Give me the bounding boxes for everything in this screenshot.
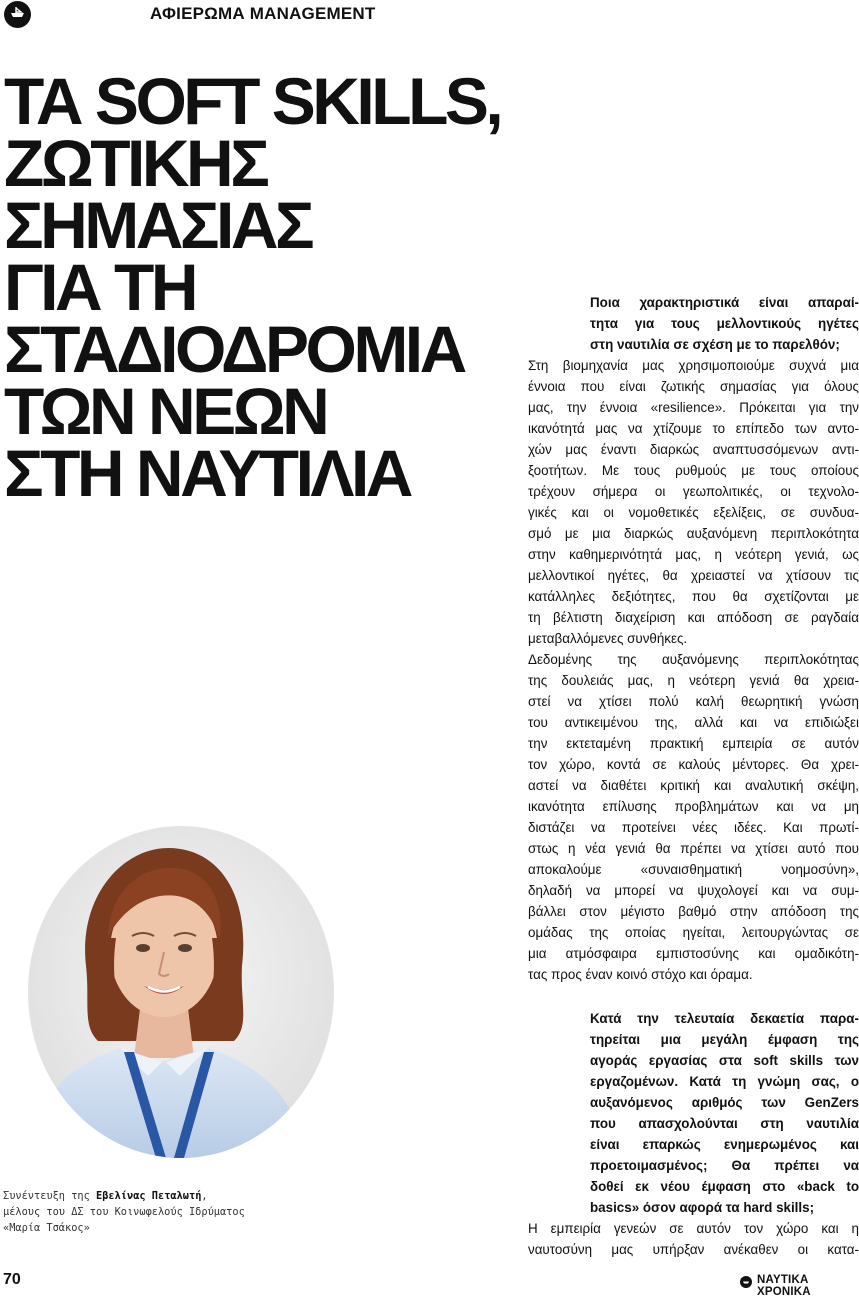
paragraph-line: του αντικειμένου της, αλλά και να επιδιώξει (528, 715, 859, 730)
caption-prefix: Συνέντευξη της (3, 1190, 96, 1202)
question-line: Κατά την τελευταία δεκαετία παρα- (590, 1011, 859, 1026)
headline-line: ΣΤΗ ΝΑΥΤΙΛΙΑ (4, 436, 410, 510)
caption-line (3, 1188, 273, 1204)
headline-line: ΣΤΑΔΙΟΔΡΟΜΙΑ (4, 312, 464, 386)
paragraph-line: τη βέλτιστη διαχείριση και απόδοση σε ραγδαία (528, 610, 859, 625)
headline-line: ΣΗΜΑΣΙΑΣ (4, 188, 312, 262)
answer-paragraph-1 (528, 355, 859, 649)
paragraph-line: μεταβαλλόμενες συνθήκες. (528, 631, 688, 646)
question-line: τητα για τους μελλοντικούς ηγέτες (590, 316, 859, 331)
paragraph-line: έννοια που είναι ζωτικής σημασίας για όλους (528, 379, 859, 394)
question-line: προετοιμασμένος; Θα πρέπει να (590, 1158, 859, 1173)
paragraph-line: της δουλειάς μας, η νεότερη γενιά θα χρεια- (528, 673, 859, 688)
question-line: Ποια χαρακτηριστικά είναι απαραί- (590, 295, 859, 310)
paragraph-line: ναυτοσύνη μας υπήρξαν ανέκαθεν οι κατα- (528, 1242, 859, 1257)
paragraph-line: στην καθημερινότητά μας, η νεότερη γενιά, ως (528, 547, 859, 562)
page-number: 70 (3, 1271, 21, 1288)
paragraph-line: γικές και οι νομοθετικές εξελίξεις, σε συνδυα- (528, 505, 859, 520)
paragraph-line: κατάλληλες δεξιότητες, που θα σχετίζονται με (528, 589, 859, 604)
question-line: δοθεί εκ νέου έμφαση στο «back to (590, 1179, 859, 1194)
paragraph-line: την εκτεταμένη πρακτική εμπειρία σε αυτόν (528, 736, 859, 751)
paragraph-line: βάλλει στον μέγιστο βαθμό στην απόδοση της (528, 904, 859, 919)
paragraph-line: Δεδομένης της αυξανόμενης περιπλοκότητας (528, 652, 859, 667)
headline-line: ΤΩΝ ΝΕΩΝ (4, 374, 327, 448)
paragraph-line: ξοοτήτων. Με τους ρυθμούς με τους οποίους (528, 463, 859, 478)
magazine-logo-icon (4, 1, 31, 28)
answer-paragraph-3 (528, 1218, 859, 1260)
paragraph-line: τον χώρο, κοντά σε καλούς μέντορες. Θα χρει- (528, 757, 859, 772)
paragraph-line: στως η νέα γενιά θα πρέπει να χτίσει αυτό που (528, 841, 859, 856)
headline (4, 64, 524, 510)
paragraph-line: αστεί να διαθέτει κριτική και αναλυτική σκέψη, (528, 778, 859, 793)
photo-caption (3, 1188, 273, 1236)
paragraph-line: Στη βιομηχανία μας χρησιμοποιούμε συχνά μια (528, 358, 859, 373)
answer-paragraph-2 (528, 649, 859, 985)
paragraph-line: μια ατμόσφαιρα εμπιστοσύνης και ομαδικότη- (528, 946, 859, 961)
caption-interviewee-name: Εβελίνας Πεταλωτή (96, 1190, 202, 1202)
interviewee-portrait (28, 826, 334, 1158)
question-line: εργαζομένων. Κατά τη γνώμη σας, ο (590, 1074, 859, 1089)
headline-line: ΖΩΤΙΚΗΣ (4, 126, 267, 200)
question-line: στη ναυτιλία σε σχέση με το παρελθόν; (590, 337, 840, 352)
section-title: ΑΦΙΕΡΩΜΑ MANAGEMENT (150, 4, 376, 23)
paragraph-line: χών μας έναντι διαρκώς αναπτυσσόμενων αντι- (528, 442, 859, 457)
paragraph-line: τας προς έναν κοινό στόχο και όραμα. (528, 967, 753, 982)
question-line: αγοράς εργασίας στα soft skills των (590, 1053, 859, 1068)
question-2 (528, 1008, 859, 1218)
paragraph-line: αποκαλούμε «συναισθηματική νοημοσύνη», (528, 862, 859, 877)
paragraph-line: δηλαδή να μπορεί να ψυχολογεί και να συμ- (528, 883, 859, 898)
headline-line: ΓΙΑ ΤΗ (4, 250, 195, 324)
caption-suffix: , (201, 1190, 208, 1202)
paragraph-spacer (528, 985, 859, 1008)
caption-line: «Μαρία Τσάκος» (3, 1222, 90, 1234)
question-line: που απασχολούνται στη ναυτιλία (590, 1116, 859, 1131)
question-line: αυξανόμενος αριθμός των GenZers (590, 1095, 859, 1110)
paragraph-line: ομάδας της οποίας ηγείται, λειτουργώντας σε (528, 925, 859, 940)
question-1 (528, 292, 859, 355)
paragraph-line: τρέχουν σήμερα οι γεωπολιτικές, οι τεχνολο- (528, 484, 859, 499)
paragraph-line: στεί να χτίσει πολύ καλή θεωρητική γνώση (528, 694, 859, 709)
caption-line: μέλους του ΔΣ του Κοινωφελούς Ιδρύματος (3, 1206, 245, 1218)
paragraph-line: σμό με μια διαρκώς αυξανόμενη περιπλοκότητα (528, 526, 859, 541)
paragraph-line: μελλοντικοί ηγέτες, θα χρειαστεί να χτίσουν τις (528, 568, 859, 583)
article-body (528, 292, 859, 1260)
paragraph-line: διστάζει να προτείνει νέες ιδέες. Και πρωτί- (528, 820, 859, 835)
question-line: τηρείται μια μεγάλη έμφαση της (590, 1032, 859, 1047)
paragraph-line: ικανότητά μας να χτίζουμε το επίπεδο των αντο- (528, 421, 859, 436)
paragraph-line: Η εμπειρία γενεών σε αυτόν τον χώρο και η (528, 1221, 859, 1236)
magazine-name: ΝΑΥΤΙΚΑ ΧΡΟΝΙΚΑ (757, 1274, 811, 1298)
question-line: basics» όσον αφορά τα hard skills; (590, 1200, 815, 1215)
magazine-logo-icon (740, 1276, 752, 1288)
paragraph-line: ικανότητα επίλυσης προβλημάτων και να μη (528, 799, 859, 814)
headline-line: ΤΑ SOFT SKILLS, (4, 64, 501, 138)
question-line: είναι επαρκώς ενημερωμένος και (590, 1137, 859, 1152)
paragraph-line: μας, την έννοια «resilience». Πρόκειται για την (528, 400, 859, 415)
